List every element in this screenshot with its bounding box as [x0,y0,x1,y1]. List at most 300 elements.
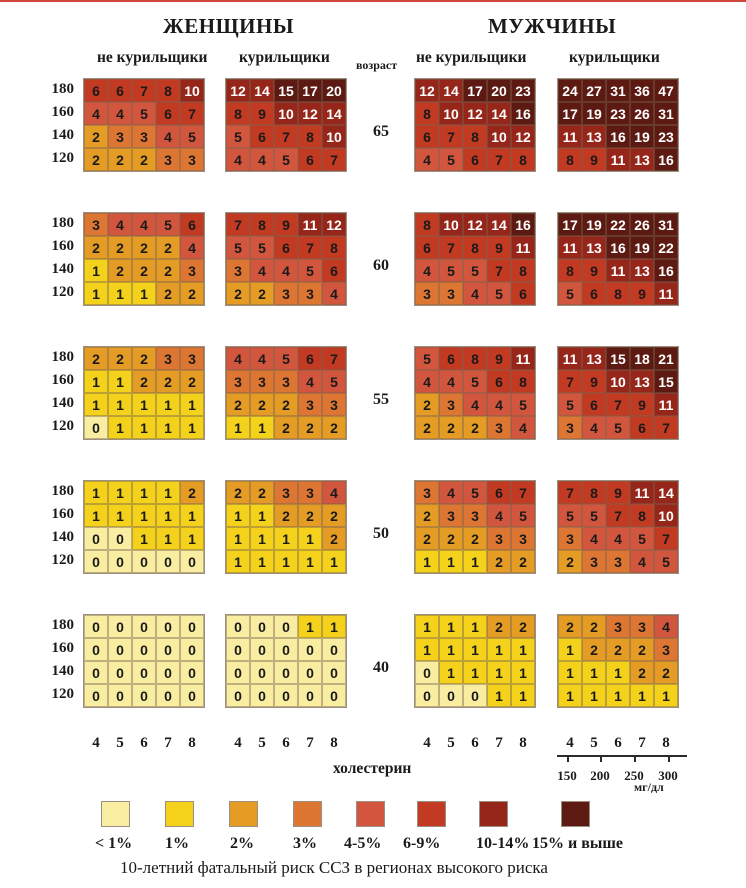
bp-label-120: 120 [51,284,74,300]
risk-cell: 8 [511,148,535,171]
risk-cell: 16 [654,259,678,282]
risk-cell: 4 [415,259,439,282]
risk-cell: 1 [487,638,511,661]
cholesterol-tick-label: 8 [519,735,527,751]
cholesterol-tick-label: 6 [282,735,290,751]
risk-cell: 1 [226,416,250,439]
risk-cell: 2 [654,661,678,684]
risk-cell: 1 [582,661,606,684]
mg-tick [567,755,569,762]
risk-cell: 8 [415,213,439,236]
risk-cell: 0 [226,615,250,638]
cholesterol-tick-label: 7 [495,735,503,751]
age-label-60: 60 [373,257,389,274]
legend-swatch [356,801,385,827]
risk-cell: 1 [156,393,180,416]
risk-cell: 2 [226,393,250,416]
men-nonsmokers-age-40-grid [414,614,536,708]
risk-cell: 9 [582,259,606,282]
risk-cell: 2 [415,393,439,416]
mg-tick-label: 250 [624,768,644,783]
risk-cell: 1 [84,481,108,504]
risk-cell: 1 [439,661,463,684]
bp-label-140: 140 [51,395,74,411]
cholesterol-tick-label: 7 [164,735,172,751]
risk-cell: 1 [415,615,439,638]
risk-cell: 3 [180,347,204,370]
risk-cell: 2 [415,504,439,527]
risk-cell: 5 [322,370,346,393]
risk-cell: 12 [226,79,250,102]
risk-cell: 2 [132,370,156,393]
risk-cell: 2 [108,259,132,282]
risk-cell: 15 [274,79,298,102]
risk-cell: 3 [274,481,298,504]
risk-cell: 4 [487,393,511,416]
risk-cell: 0 [274,638,298,661]
age-label-40: 40 [373,659,389,676]
risk-cell: 6 [156,102,180,125]
risk-cell: 7 [606,504,630,527]
risk-cell: 2 [274,504,298,527]
men-smokers-age-55-grid [557,346,679,440]
men-nonsmokers-header: не курильщики [416,49,527,66]
risk-cell: 2 [226,282,250,305]
risk-cell: 1 [511,661,535,684]
risk-cell: 1 [606,661,630,684]
mg-tick-label: 200 [590,768,610,783]
age-label-55: 55 [373,391,389,408]
risk-cell: 4 [439,481,463,504]
risk-cell: 0 [84,615,108,638]
risk-cell: 9 [250,102,274,125]
risk-cell: 6 [298,347,322,370]
risk-cell: 6 [463,148,487,171]
risk-cell: 5 [415,347,439,370]
risk-cell: 9 [582,370,606,393]
cholesterol-tick-label: 8 [330,735,338,751]
risk-cell: 0 [156,615,180,638]
risk-cell: 1 [156,416,180,439]
risk-cell: 1 [463,661,487,684]
risk-cell: 2 [606,638,630,661]
risk-cell: 1 [274,550,298,573]
risk-cell: 4 [250,347,274,370]
risk-cell: 0 [439,684,463,707]
risk-cell: 19 [630,125,654,148]
risk-cell: 8 [511,370,535,393]
risk-cell: 0 [298,684,322,707]
men-nonsmokers-age-65-grid [414,78,536,172]
bp-label-160: 160 [51,506,74,522]
risk-cell: 0 [322,661,346,684]
risk-cell: 6 [439,347,463,370]
risk-cell: 11 [511,347,535,370]
risk-cell: 9 [487,347,511,370]
risk-cell: 23 [654,125,678,148]
risk-cell: 26 [630,102,654,125]
risk-cell: 10 [322,125,346,148]
women-smokers-age-50-grid [225,480,347,574]
risk-cell: 0 [132,550,156,573]
risk-cell: 1 [180,527,204,550]
risk-cell: 6 [582,282,606,305]
cholesterol-tick-label: 7 [306,735,314,751]
risk-cell: 6 [298,148,322,171]
risk-cell: 1 [322,550,346,573]
top-rule [0,0,746,2]
risk-cell: 1 [415,550,439,573]
legend-swatch [165,801,194,827]
risk-cell: 7 [180,102,204,125]
risk-cell: 0 [84,550,108,573]
risk-cell: 8 [463,236,487,259]
men-smokers-age-40-grid [557,614,679,708]
risk-cell: 5 [558,282,582,305]
risk-cell: 1 [582,684,606,707]
risk-cell: 1 [511,684,535,707]
legend-swatch [417,801,446,827]
men-smokers-age-65-grid [557,78,679,172]
risk-cell: 1 [558,661,582,684]
risk-cell: 2 [439,527,463,550]
cholesterol-tick-label: 4 [234,735,242,751]
women-nonsmokers-age-55-grid [83,346,205,440]
bp-label-180: 180 [51,349,74,365]
risk-cell: 4 [132,213,156,236]
x-axis-label: холестерин [333,760,412,777]
risk-cell: 2 [630,638,654,661]
risk-cell: 2 [132,148,156,171]
risk-cell: 22 [654,236,678,259]
risk-cell: 1 [558,684,582,707]
risk-cell: 10 [487,125,511,148]
cholesterol-tick-label: 8 [662,735,670,751]
risk-cell: 2 [582,638,606,661]
risk-cell: 8 [226,102,250,125]
risk-cell: 3 [108,125,132,148]
legend-swatch [293,801,322,827]
risk-cell: 8 [415,102,439,125]
legend-swatch [561,801,590,827]
risk-cell: 0 [132,615,156,638]
risk-cell: 6 [511,282,535,305]
bp-label-120: 120 [51,150,74,166]
risk-cell: 1 [84,393,108,416]
cholesterol-tick-label: 5 [258,735,266,751]
risk-cell: 1 [156,504,180,527]
risk-cell: 10 [180,79,204,102]
risk-cell: 9 [606,481,630,504]
risk-cell: 1 [132,416,156,439]
risk-cell: 2 [415,527,439,550]
risk-cell: 1 [226,527,250,550]
men-smokers-age-50-grid [557,480,679,574]
bp-label-140: 140 [51,663,74,679]
risk-cell: 6 [487,370,511,393]
risk-cell: 2 [511,615,535,638]
risk-cell: 4 [274,259,298,282]
risk-cell: 2 [132,347,156,370]
risk-cell: 4 [654,615,678,638]
risk-cell: 2 [226,481,250,504]
risk-cell: 0 [156,550,180,573]
risk-cell: 11 [511,236,535,259]
risk-cell: 7 [654,416,678,439]
risk-cell: 8 [558,148,582,171]
cholesterol-tick-label: 6 [140,735,148,751]
legend-swatch [229,801,258,827]
risk-cell: 0 [250,684,274,707]
risk-cell: 5 [132,102,156,125]
risk-cell: 5 [156,213,180,236]
risk-cell: 6 [415,236,439,259]
risk-cell: 4 [439,370,463,393]
risk-cell: 1 [439,550,463,573]
risk-cell: 16 [511,102,535,125]
risk-cell: 16 [606,236,630,259]
legend-swatch [101,801,130,827]
risk-cell: 5 [439,148,463,171]
risk-cell: 3 [415,282,439,305]
risk-cell: 2 [463,527,487,550]
risk-cell: 11 [606,148,630,171]
risk-cell: 1 [250,527,274,550]
risk-cell: 2 [322,527,346,550]
women-smokers-age-60-grid [225,212,347,306]
risk-cell: 12 [298,102,322,125]
risk-cell: 5 [606,416,630,439]
risk-cell: 2 [250,481,274,504]
risk-cell: 3 [274,370,298,393]
risk-cell: 2 [274,416,298,439]
risk-cell: 4 [582,527,606,550]
risk-cell: 3 [180,148,204,171]
women-nonsmokers-header: не курильщики [97,49,208,66]
risk-cell: 0 [84,684,108,707]
risk-cell: 1 [630,684,654,707]
risk-cell: 10 [439,102,463,125]
risk-cell: 0 [415,684,439,707]
risk-cell: 1 [132,504,156,527]
risk-cell: 17 [463,79,487,102]
risk-cell: 7 [606,393,630,416]
risk-cell: 9 [487,236,511,259]
women-nonsmokers-age-60-grid [83,212,205,306]
risk-cell: 5 [630,527,654,550]
cholesterol-tick-label: 5 [447,735,455,751]
risk-cell: 0 [180,615,204,638]
mg-tick-label: 300 [658,768,678,783]
risk-cell: 1 [84,282,108,305]
risk-cell: 15 [654,370,678,393]
risk-cell: 1 [298,615,322,638]
risk-cell: 3 [463,504,487,527]
risk-cell: 7 [654,527,678,550]
risk-cell: 2 [487,615,511,638]
risk-cell: 0 [108,661,132,684]
risk-cell: 2 [108,347,132,370]
risk-cell: 0 [274,615,298,638]
risk-cell: 2 [511,550,535,573]
bp-label-160: 160 [51,372,74,388]
risk-cell: 3 [274,282,298,305]
risk-cell: 2 [463,416,487,439]
risk-cell: 1 [226,550,250,573]
risk-cell: 13 [630,259,654,282]
risk-cell: 2 [274,393,298,416]
age-label-65: 65 [373,123,389,140]
risk-cell: 2 [156,259,180,282]
risk-cell: 17 [558,102,582,125]
risk-cell: 1 [463,638,487,661]
risk-cell: 14 [487,102,511,125]
risk-cell: 0 [180,684,204,707]
cholesterol-tick-label: 6 [614,735,622,751]
risk-cell: 1 [274,527,298,550]
men-nonsmokers-age-55-grid [414,346,536,440]
risk-cell: 9 [582,148,606,171]
risk-cell: 7 [226,213,250,236]
risk-cell: 3 [250,370,274,393]
cholesterol-tick-label: 5 [590,735,598,751]
risk-cell: 1 [108,416,132,439]
risk-cell: 7 [439,236,463,259]
risk-cell: 1 [487,684,511,707]
risk-cell: 7 [132,79,156,102]
risk-cell: 2 [298,416,322,439]
risk-cell: 4 [322,481,346,504]
risk-cell: 11 [630,481,654,504]
risk-cell: 5 [511,504,535,527]
risk-cell: 11 [558,347,582,370]
risk-cell: 1 [132,393,156,416]
risk-cell: 15 [606,347,630,370]
risk-cell: 4 [250,148,274,171]
risk-cell: 6 [582,393,606,416]
risk-cell: 5 [654,550,678,573]
risk-cell: 1 [180,504,204,527]
risk-cell: 20 [322,79,346,102]
risk-cell: 3 [606,550,630,573]
risk-cell: 2 [180,282,204,305]
risk-cell: 3 [487,527,511,550]
risk-cell: 11 [606,259,630,282]
risk-cell: 26 [630,213,654,236]
risk-cell: 11 [654,393,678,416]
risk-cell: 2 [84,236,108,259]
bp-label-160: 160 [51,104,74,120]
mg-unit-label: мг/дл [634,780,664,794]
risk-cell: 2 [132,236,156,259]
risk-cell: 5 [463,259,487,282]
risk-cell: 1 [180,416,204,439]
risk-cell: 0 [132,638,156,661]
risk-cell: 31 [654,213,678,236]
risk-cell: 0 [298,638,322,661]
risk-cell: 10 [274,102,298,125]
risk-cell: 7 [322,148,346,171]
risk-cell: 1 [108,504,132,527]
risk-cell: 0 [180,550,204,573]
cholesterol-tick-label: 5 [116,735,124,751]
risk-cell: 6 [415,125,439,148]
risk-cell: 2 [84,125,108,148]
risk-cell: 0 [298,661,322,684]
risk-cell: 5 [226,125,250,148]
risk-cell: 7 [487,148,511,171]
risk-cell: 1 [439,615,463,638]
risk-cell: 13 [582,125,606,148]
risk-cell: 3 [132,125,156,148]
risk-cell: 12 [463,102,487,125]
risk-cell: 16 [654,148,678,171]
risk-cell: 4 [415,148,439,171]
risk-cell: 3 [298,393,322,416]
risk-cell: 16 [606,125,630,148]
cholesterol-tick-label: 6 [471,735,479,751]
risk-cell: 8 [298,125,322,148]
risk-cell: 14 [487,213,511,236]
risk-cell: 1 [511,638,535,661]
risk-cell: 0 [108,550,132,573]
risk-cell: 0 [250,661,274,684]
risk-cell: 4 [511,416,535,439]
risk-cell: 5 [180,125,204,148]
risk-cell: 2 [487,550,511,573]
bp-label-140: 140 [51,127,74,143]
risk-cell: 0 [84,661,108,684]
risk-cell: 2 [180,481,204,504]
risk-cell: 10 [606,370,630,393]
risk-cell: 1 [180,393,204,416]
risk-cell: 1 [298,550,322,573]
men-nonsmokers-age-60-grid [414,212,536,306]
men-smokers-age-60-grid [557,212,679,306]
risk-cell: 2 [84,347,108,370]
risk-cell: 22 [606,213,630,236]
risk-cell: 4 [415,370,439,393]
risk-cell: 31 [654,102,678,125]
risk-cell: 0 [226,661,250,684]
risk-cell: 3 [156,148,180,171]
risk-cell: 1 [84,370,108,393]
risk-cell: 0 [250,638,274,661]
legend-swatch [479,801,508,827]
risk-cell: 0 [322,684,346,707]
risk-cell: 3 [606,615,630,638]
risk-cell: 5 [298,259,322,282]
risk-cell: 5 [558,393,582,416]
cholesterol-tick-label: 4 [566,735,574,751]
risk-cell: 1 [558,638,582,661]
women-smokers-age-65-grid [225,78,347,172]
risk-cell: 3 [84,213,108,236]
risk-cell: 4 [180,236,204,259]
risk-cell: 14 [322,102,346,125]
risk-cell: 9 [274,213,298,236]
women-title: ЖЕНЩИНЫ [163,14,294,38]
risk-cell: 36 [630,79,654,102]
risk-cell: 3 [298,481,322,504]
risk-cell: 7 [558,370,582,393]
age-header: возраст [356,58,398,72]
risk-cell: 3 [654,638,678,661]
risk-cell: 6 [84,79,108,102]
risk-cell: 0 [108,527,132,550]
risk-cell: 8 [511,259,535,282]
risk-cell: 19 [582,102,606,125]
